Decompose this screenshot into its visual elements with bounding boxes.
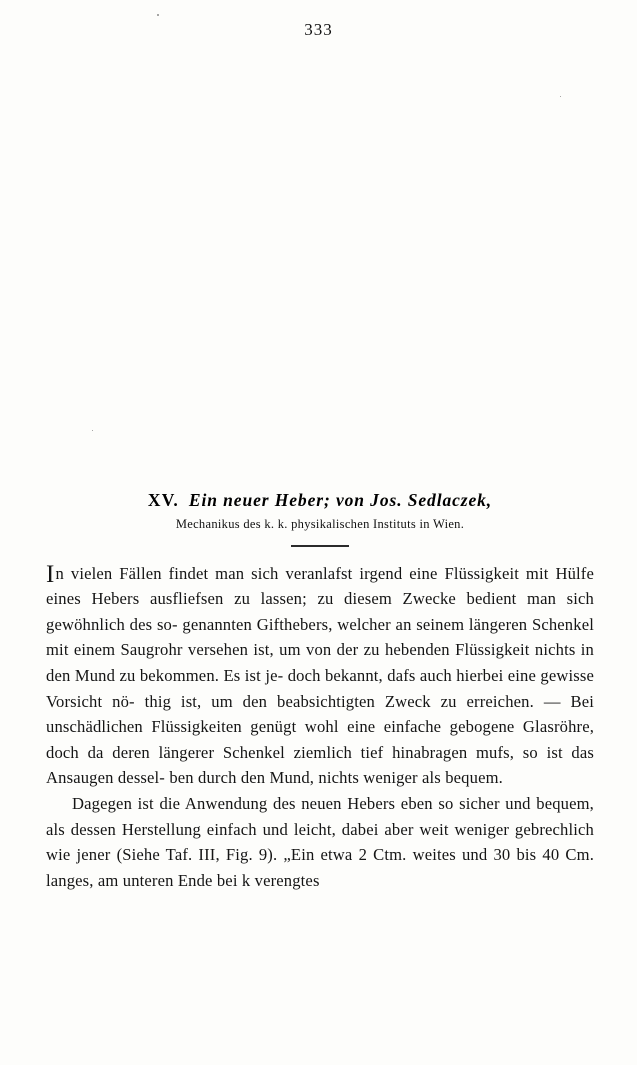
paragraph-line: Flüssigkeit mit Hülfe eines Hebers ausfliefsen zu lassen;: [46, 563, 594, 609]
dropcap: I: [46, 560, 55, 588]
paragraph-line: Bei unschädlichen Flüssigkeiten genügt wohl eine einfache: [46, 691, 594, 737]
paragraph-line: so sicher und bequem, als dessen Herstellung einfach und: [46, 793, 594, 839]
page-number: 333: [304, 20, 333, 39]
paragraph-line: doch bekannt, dafs auch hierbei eine gewisse Vorsicht nö-: [46, 665, 594, 711]
paragraph-line: Dagegen ist die Anwendung des neuen Hebers eben: [72, 793, 433, 813]
paragraph-line: genannten Gifthebers, welcher an seinem längeren Schenkel: [182, 614, 594, 634]
paragraph-line: ziemlich tief hinabragen mufs, so ist das Ansaugen dessel-: [46, 742, 594, 788]
paragraph-2: [46, 791, 594, 893]
article: [46, 490, 594, 893]
paragraph-line: mit einem Saugrohr versehen ist, um von der zu hebenden: [46, 640, 450, 660]
paragraph-line: n vielen Fällen findet man sich veranlafst irgend eine: [55, 563, 438, 583]
paper-speck: [92, 430, 93, 431]
paragraph-line: leicht, dabei aber weit weniger gebrechlich wie jener: [46, 819, 594, 865]
paragraph-line: Flüssigkeit nichts in den Mund zu bekommen. Es ist je-: [46, 640, 594, 685]
article-title: Ein neuer Heber; von Jos. Sedlaczek,: [188, 490, 493, 510]
section-divider: [291, 545, 349, 547]
paragraph-line: ben durch den Mund, nichts weniger als bequem.: [169, 768, 503, 788]
paragraph-line: gebogene Glasröhre, doch da deren längerer Schenkel: [46, 717, 595, 762]
paragraph-line: thig ist, um den beabsichtigten Zweck zu erreichen. —: [144, 691, 561, 711]
article-body: [46, 561, 594, 894]
article-heading: [46, 490, 594, 511]
paper-speck: [157, 14, 159, 16]
paragraph-line: (Siehe Taf. III, Fig. 9). „Ein etwa 2 Ctm. weites und: [116, 845, 488, 865]
paragraph-line: zu diesem Zwecke bedient man sich gewöhnlich des so-: [46, 589, 594, 634]
article-subtitle: Mechanikus des k. k. physikalischen Instituts in Wien.: [175, 517, 465, 531]
paper-speck: [560, 96, 561, 97]
paragraph-line: 30 bis 40 Cm. langes, am unteren Ende bei k verengtes: [46, 845, 594, 890]
paragraph-1: [46, 561, 594, 791]
article-numeral: XV.: [147, 490, 179, 510]
